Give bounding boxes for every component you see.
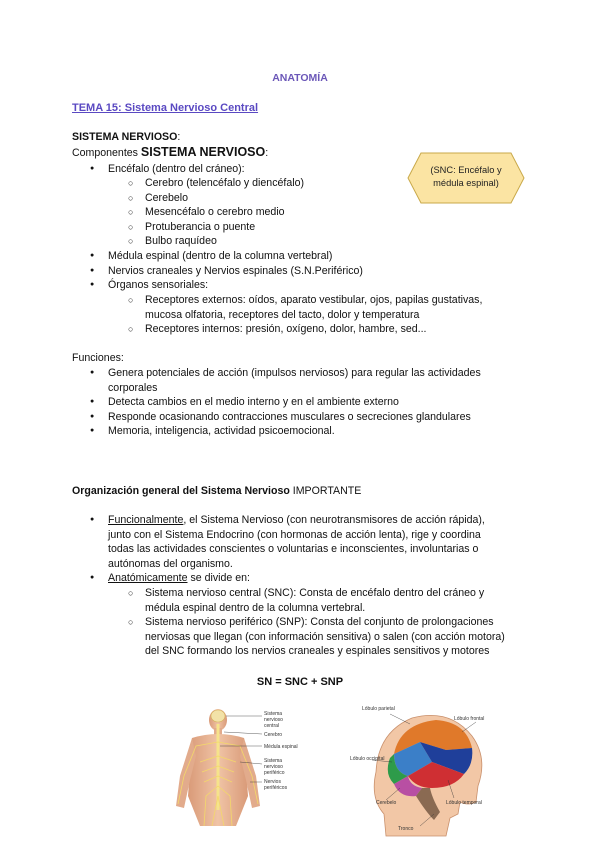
section-heading-bold: SISTEMA NERVIOSO [72, 131, 178, 143]
receptors-sublist [145, 293, 482, 337]
list-item [145, 615, 505, 659]
section-heading [72, 130, 180, 145]
sub-line: del SNC formando los nervios craneales y espinales sensitivos y motores [145, 645, 490, 658]
nervous-system-figure [174, 706, 298, 826]
list-item: ○ Protuberancia o puente [145, 220, 304, 235]
anatomical-label: Anatómicamente [108, 572, 188, 585]
func-line: todas las actividades conscientes o voluntarias e inconscientes, involuntarias o [108, 543, 479, 556]
sub-line: médula espinal dentro de la columna vertebral. [145, 601, 366, 614]
figure-label: Lóbulo parietal [362, 706, 395, 712]
figure-label: Médula espinal [264, 744, 298, 750]
figure-label: nervioso [264, 764, 283, 770]
components-prefix: Componentes [72, 147, 141, 159]
figure-label: nervioso [264, 717, 283, 723]
organization-list [108, 513, 485, 586]
list-item [108, 571, 485, 586]
figure-label: Nervios [264, 779, 281, 785]
brain-lobes-figure [350, 702, 500, 842]
receptor-line: mucosa olfatoria, receptores del tacto, dolor y temperatura [145, 308, 420, 321]
sub-line: Sistema nervioso periférico (SNP): Consta del conjunto de prolongaciones [145, 616, 494, 629]
list-item: ● Responde ocasionando contracciones musculares o secreciones glandulares [108, 410, 481, 425]
figure-label: Cerebro [264, 732, 283, 738]
callout-text [415, 164, 517, 190]
figure-label: periféricos [264, 785, 288, 791]
list-item: ● Médula espinal (dentro de la columna vertebral) [108, 249, 363, 264]
func-line: autónomas del organismo. [108, 557, 233, 570]
equation: SN = SNC + SNP [256, 676, 344, 688]
functions-heading: Funciones: [72, 352, 124, 364]
topic-heading: TEMA 15: Sistema Nervioso Central [72, 102, 259, 114]
figure-label: Sistema [264, 758, 283, 764]
section-heading-suffix: : [177, 131, 181, 143]
figure-label: periférico [264, 770, 285, 776]
encephalon-sublist [145, 176, 304, 249]
components-suffix: : [265, 147, 269, 159]
function-line: Genera potenciales de acción (impulsos nerviosos) para regular las actividades [108, 367, 481, 379]
func-line: , el Sistema Nervioso (con neurotransmisores de acción rápida), [183, 514, 485, 526]
list-item: ○ Cerebelo [145, 191, 304, 206]
figure-label: Sistema [264, 711, 283, 717]
callout-line: médula espinal) [433, 178, 499, 188]
list-item: ○ Receptores internos: presión, oxígeno, dolor, hambre, sed... [145, 322, 482, 337]
figure-label: Lóbulo occipital [350, 756, 385, 762]
organization-heading [72, 484, 361, 499]
list-item: ○ Cerebro (telencéfalo y diencéfalo) [145, 176, 304, 191]
list-item: ● Memoria, inteligencia, actividad psicoemocional. [108, 424, 481, 439]
anatomical-sublist [145, 586, 505, 659]
sub-line: Sistema nervioso central (SNC): Consta de encéfalo dentro del cráneo y [145, 587, 485, 599]
list-item: ● Nervios craneales y Nervios espinales (S.N.Periférico) [108, 264, 363, 279]
list-item: ● Encéfalo (dentro del cráneo): [108, 162, 245, 177]
figure-label: central [264, 723, 280, 729]
functional-label: Funcionalmente [108, 514, 184, 526]
list-item [145, 293, 482, 322]
figure-label: Cerebelo [376, 800, 397, 806]
receptor-line: Receptores externos: oídos, aparato vestibular, ojos, papilas gustativas, [145, 294, 483, 306]
list-item: ● Detecta cambios en el medio interno y en el ambiente externo [108, 395, 481, 410]
list-item [108, 366, 481, 395]
figure-label: Lóbulo temporal [446, 800, 482, 806]
functions-list [108, 366, 481, 439]
figure-label: Tronco [398, 826, 414, 832]
organization-heading-rest: IMPORTANTE [289, 485, 362, 497]
sub-line: nerviosas que llegan (con información sensitiva) o salen (con acción motora) [145, 630, 505, 643]
components-list [108, 162, 245, 177]
brain-illustration [350, 702, 500, 842]
list-item: ○ Bulbo raquídeo [145, 234, 304, 249]
func-line: junto con el Sistema Endocrino (con hormonas de acción lenta), rige y coordina [108, 528, 481, 541]
components-bold: SISTEMA NERVIOSO [140, 145, 266, 159]
list-item: ● Órganos sensoriales: [108, 278, 363, 293]
organization-heading-bold: Organización general del Sistema Nervioso [72, 485, 290, 497]
list-item [108, 513, 485, 571]
list-item [145, 586, 505, 615]
figure-label: Lóbulo frontal [454, 716, 485, 722]
page-title: ANATOMÍA [272, 72, 328, 84]
anat-rest: se divide en: [187, 572, 250, 585]
components-list-cont [108, 249, 363, 293]
function-line: corporales [108, 381, 158, 394]
components-line [72, 145, 268, 161]
callout-line: (SNC: Encéfalo y [430, 165, 502, 175]
list-item: ○ Mesencéfalo o cerebro medio [145, 205, 304, 220]
